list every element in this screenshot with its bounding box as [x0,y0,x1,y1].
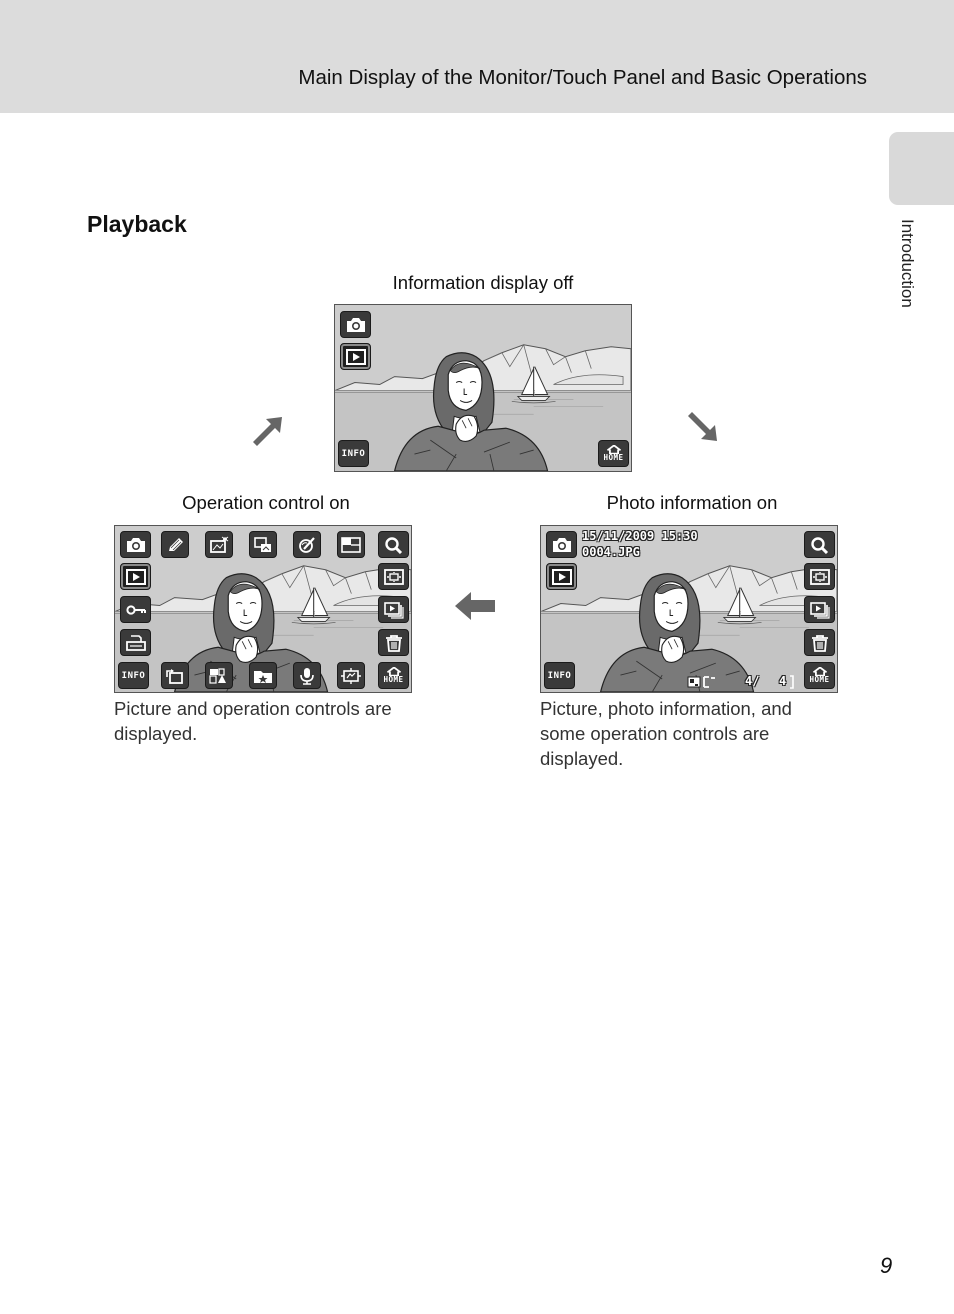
delete-icon[interactable] [378,629,409,656]
camera-icon[interactable] [120,531,151,558]
info-button[interactable] [544,662,575,689]
full-frame-icon[interactable] [378,563,409,590]
print-icon[interactable] [120,629,151,656]
pencil-icon[interactable] [161,531,189,558]
home-label: HOME [809,675,830,684]
info-icon: INFO [341,448,366,459]
page-header-title: Main Display of the Monitor/Touch Panel and Basic Operations [298,66,867,89]
arrow-icon [453,588,497,624]
frame-count: 4/ [745,674,760,688]
voice-memo-icon[interactable] [293,662,321,689]
section-title: Playback [87,211,187,237]
info-button[interactable] [338,440,369,467]
favorites-icon[interactable] [249,662,277,689]
d-lighting-icon[interactable] [205,531,233,558]
home-label: HOME [383,675,404,684]
arrow-icon [247,412,287,452]
camera-icon[interactable] [340,311,371,338]
file-name: 0004.JPG [582,545,640,559]
page-number: 9 [880,1253,893,1278]
home-button[interactable] [804,662,835,689]
home-button[interactable] [598,440,629,467]
auto-sort-icon[interactable] [205,662,233,689]
header-band [0,0,954,113]
total-count: 4 [779,674,787,688]
side-tab-label-wrap [893,219,923,329]
screen-photo-info-on [540,525,838,693]
info-off-label: Information display off [392,272,574,293]
camera-icon[interactable] [546,531,577,558]
stretch-icon[interactable] [337,662,365,689]
playback-icon[interactable] [340,343,371,370]
protect-icon[interactable] [120,596,151,623]
operation-on-caption: Picture and operation controls are displayed. [114,698,392,744]
info-icon: INFO [547,670,572,681]
full-frame-icon[interactable] [804,563,835,590]
photo-info-on-caption: Picture, photo information, and some operation controls are displayed. [540,698,792,769]
photo-info-on-label: Photo information on [606,492,778,513]
zoom-icon[interactable] [378,531,409,558]
image-mode-icon [687,675,717,689]
side-tab [889,132,954,205]
bracket-icon [789,675,795,689]
screen-info-off [334,304,632,472]
retouch-icon[interactable] [293,531,321,558]
home-label: HOME [603,453,624,462]
slideshow-icon[interactable] [378,596,409,623]
small-picture-icon[interactable] [249,531,277,558]
screen-operation-on [114,525,412,693]
crop-icon[interactable] [337,531,365,558]
zoom-icon[interactable] [804,531,835,558]
playback-icon[interactable] [546,563,577,590]
playback-icon[interactable] [120,563,151,590]
side-tab-label: Introduction [898,219,917,308]
delete-icon[interactable] [804,629,835,656]
operation-on-label: Operation control on [182,492,350,513]
info-button[interactable] [118,662,149,689]
home-button[interactable] [378,662,409,689]
date-time: 15/11/2009 15:30 [582,529,698,543]
playback-picture [335,305,631,471]
rotate-icon[interactable] [161,662,189,689]
info-icon: INFO [121,670,146,681]
arrow-icon [682,406,722,446]
slideshow-icon[interactable] [804,596,835,623]
